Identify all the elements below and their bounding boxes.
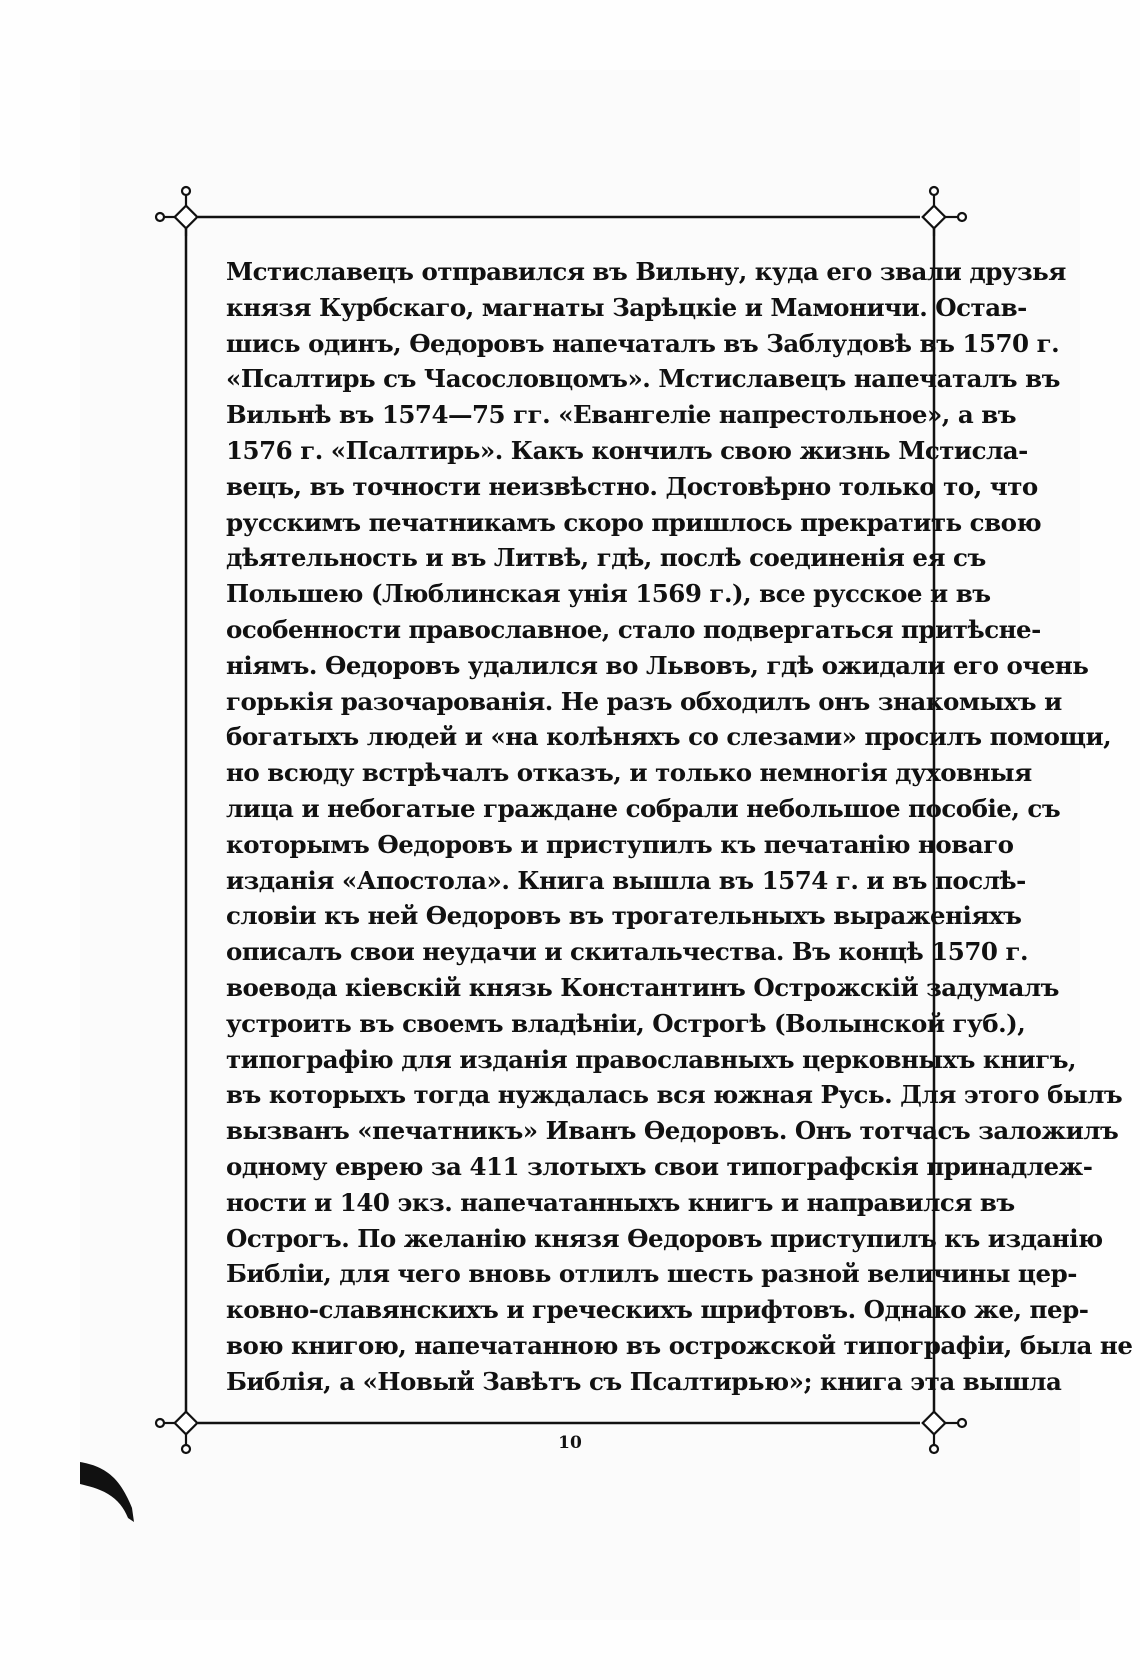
text-line: шись одинъ, Ѳедоровъ напечаталъ въ Заблудовѣ въ 1570 г.	[226, 328, 1060, 358]
text-line: но всюду встрѣчалъ отказъ, и только немногія духовныя	[226, 758, 1032, 788]
text-line: вою книгою, напечатанною въ острожской типографіи, была не	[226, 1330, 1133, 1360]
text-line: 1576 г. «Псалтирь». Какъ кончилъ свою жизнь Мстисла-	[226, 435, 1028, 465]
corner-ornament-bottom-left	[156, 1412, 197, 1453]
text-line: ности и 140 экз. напечатанныхъ книгъ и направился въ	[226, 1187, 1015, 1217]
text-line: «Псалтирь съ Часословцомъ». Мстиславецъ напечаталъ въ	[226, 364, 1060, 394]
page-number: 10	[558, 1433, 582, 1453]
scan-artifact-mark	[78, 1460, 138, 1530]
text-line: особенности православное, стало подвергаться притѣсне-	[226, 614, 1041, 644]
body-text	[226, 254, 1133, 1400]
text-line: Вильнѣ въ 1574—75 гг. «Евангеліе напрестольное», а въ	[226, 400, 1017, 430]
text-line: которымъ Ѳедоровъ и приступилъ къ печатанію новаго	[226, 829, 1014, 859]
text-line: ковно-славянскихъ и греческихъ шрифтовъ. Однако же, пер-	[226, 1295, 1089, 1325]
corner-ornament-top-left	[156, 187, 197, 236]
text-line: вызванъ «печатникъ» Иванъ Ѳедоровъ. Онъ тотчасъ заложилъ	[226, 1116, 1119, 1146]
text-line: словіи къ ней Ѳедоровъ въ трогательныхъ выраженіяхъ	[226, 901, 1022, 931]
text-line: русскимъ печатникамъ скоро пришлось прекратить свою	[226, 507, 1042, 537]
text-line: богатыхъ людей и «на колѣняхъ со слезами» просилъ помощи,	[226, 722, 1112, 752]
text-line: лица и небогатые граждане собрали небольшое пособіе, съ	[226, 793, 1061, 823]
text-line: Польшею (Люблинская унія 1569 г.), все русское и въ	[226, 579, 991, 609]
text-line: изданія «Апостола». Книга вышла въ 1574 г. и въ послѣ-	[226, 865, 1026, 895]
text-line: въ которыхъ тогда нуждалась вся южная Русь. Для этого былъ	[226, 1080, 1123, 1110]
text-line: Библіи, для чего вновь отлилъ шесть разной величины цер-	[226, 1259, 1077, 1289]
text-line: вецъ, въ точности неизвѣстно. Достовѣрно только то, что	[226, 471, 1038, 501]
text-line: дѣятельность и въ Литвѣ, гдѣ, послѣ соединенія ея съ	[226, 543, 986, 573]
text-line: устроить въ своемъ владѣніи, Острогѣ (Волынской губ.),	[226, 1008, 1026, 1038]
text-line: Острогъ. По желанію князя Ѳедоровъ приступилъ къ изданію	[226, 1223, 1103, 1253]
text-line: князя Курбскаго, магнаты Зарѣцкіе и Мамоничи. Остав-	[226, 292, 1027, 322]
text-line: типографію для изданія православныхъ церковныхъ книгъ,	[226, 1044, 1077, 1074]
corner-ornament-top-right	[923, 187, 966, 236]
text-line: одному еврею за 411 злотыхъ свои типографскія принадлеж-	[226, 1151, 1093, 1181]
text-line: описалъ свои неудачи и скитальчества. Въ концѣ 1570 г.	[226, 937, 1028, 967]
text-line: воевода кіевскій князь Константинъ Острожскій задумалъ	[226, 972, 1059, 1002]
corner-ornament-bottom-right	[923, 1412, 966, 1453]
text-line: Библія, а «Новый Завѣтъ съ Псалтирью»; книга эта вышла	[226, 1366, 1062, 1396]
text-line: Мстиславецъ отправился въ Вильну, куда его звали друзья	[226, 257, 1066, 286]
text-line: горькія разочарованія. Не разъ обходилъ онъ знакомыхъ и	[226, 686, 1062, 716]
text-line: ніямъ. Ѳедоровъ удалился во Львовъ, гдѣ ожидали его очень	[226, 650, 1089, 680]
